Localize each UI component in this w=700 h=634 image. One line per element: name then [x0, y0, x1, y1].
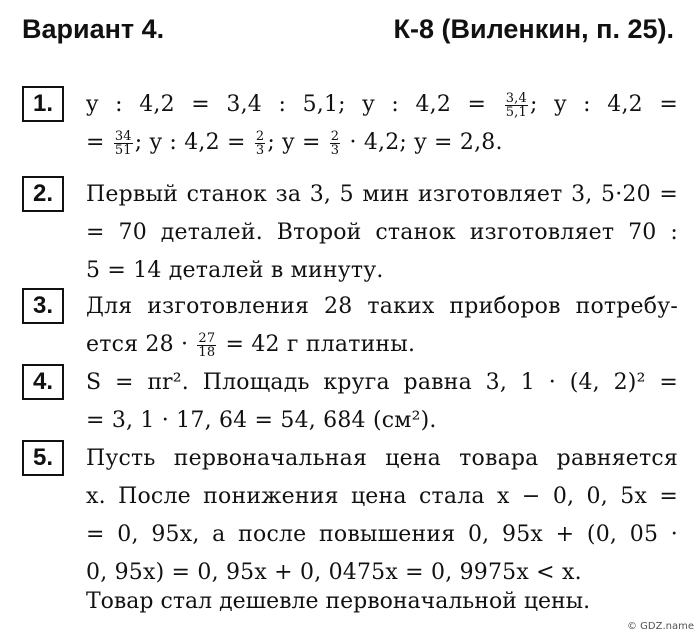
problem-text	[86, 366, 678, 442]
problem-line: = 3, 1 · 17, 64 = 54, 684 (см²).	[86, 408, 437, 433]
problem-line: 5 = 14 деталей в минуту.	[86, 258, 384, 283]
fraction: $\frac{34}{51}$	[114, 128, 132, 158]
fraction: $\frac{3,4}{5,1}$	[505, 90, 527, 120]
page-header	[22, 14, 674, 54]
problem-text	[86, 442, 678, 594]
problem-line: = $\frac{34}{51}$ ; y : 4,2 = $\frac{2}{3}$ ; y = $\frac{2}{3}$ · 4,2; y = 2,8.	[86, 128, 503, 158]
problem-line: y : 4,2 = 3,4 : 5,1; y : 4,2 = $\frac{3,4}{5,1}$ ; y : 4,2 =	[86, 90, 678, 120]
problem-text	[86, 88, 678, 164]
problem-line: Для изготовления 28 таких приборов потребу-	[86, 294, 678, 319]
problem-line: Пусть первоначальная цена товара равняется	[86, 446, 678, 471]
problem-line: S = πr². Площадь круга равна 3, 1 · (4, 2)² =	[86, 370, 678, 395]
reference-title: К-8 (Виленкин, п. 25).	[393, 14, 674, 44]
problem-number: 3.	[22, 288, 64, 324]
problem-number: 1.	[22, 86, 64, 122]
problem-line: 0, 95x) = 0, 95x + 0, 0475x = 0, 9975x < x.	[86, 560, 582, 585]
problem-line: = 70 деталей. Второй станок изготовляет 70 :	[86, 220, 678, 245]
problem-line: = 0, 95x, а после повышения 0, 95x + (0, 05 ·	[86, 522, 678, 547]
problem-number: 5.	[22, 440, 64, 476]
problem-text	[86, 290, 678, 366]
problem-number: 4.	[22, 364, 64, 400]
conclusion-text: Товар стал дешевле первоначальной цены.	[86, 589, 591, 614]
problem-line: ется 28 · $\frac{27}{18}$ = 42 г платины.	[86, 330, 416, 360]
variant-title: Вариант 4.	[22, 14, 165, 44]
problem-text	[86, 178, 678, 292]
problem-line: Первый станок за 3, 5 мин изготовляет 3, 5·20 =	[86, 182, 678, 207]
fraction: $\frac{27}{18}$	[198, 330, 216, 360]
problem-line: x. После понижения цена стала x − 0, 0, 5x =	[86, 484, 678, 509]
watermark: © GDZ.name	[626, 621, 694, 632]
fraction: $\frac{2}{3}$	[330, 128, 340, 158]
fraction: $\frac{2}{3}$	[255, 128, 265, 158]
problem-number: 2.	[22, 176, 64, 212]
